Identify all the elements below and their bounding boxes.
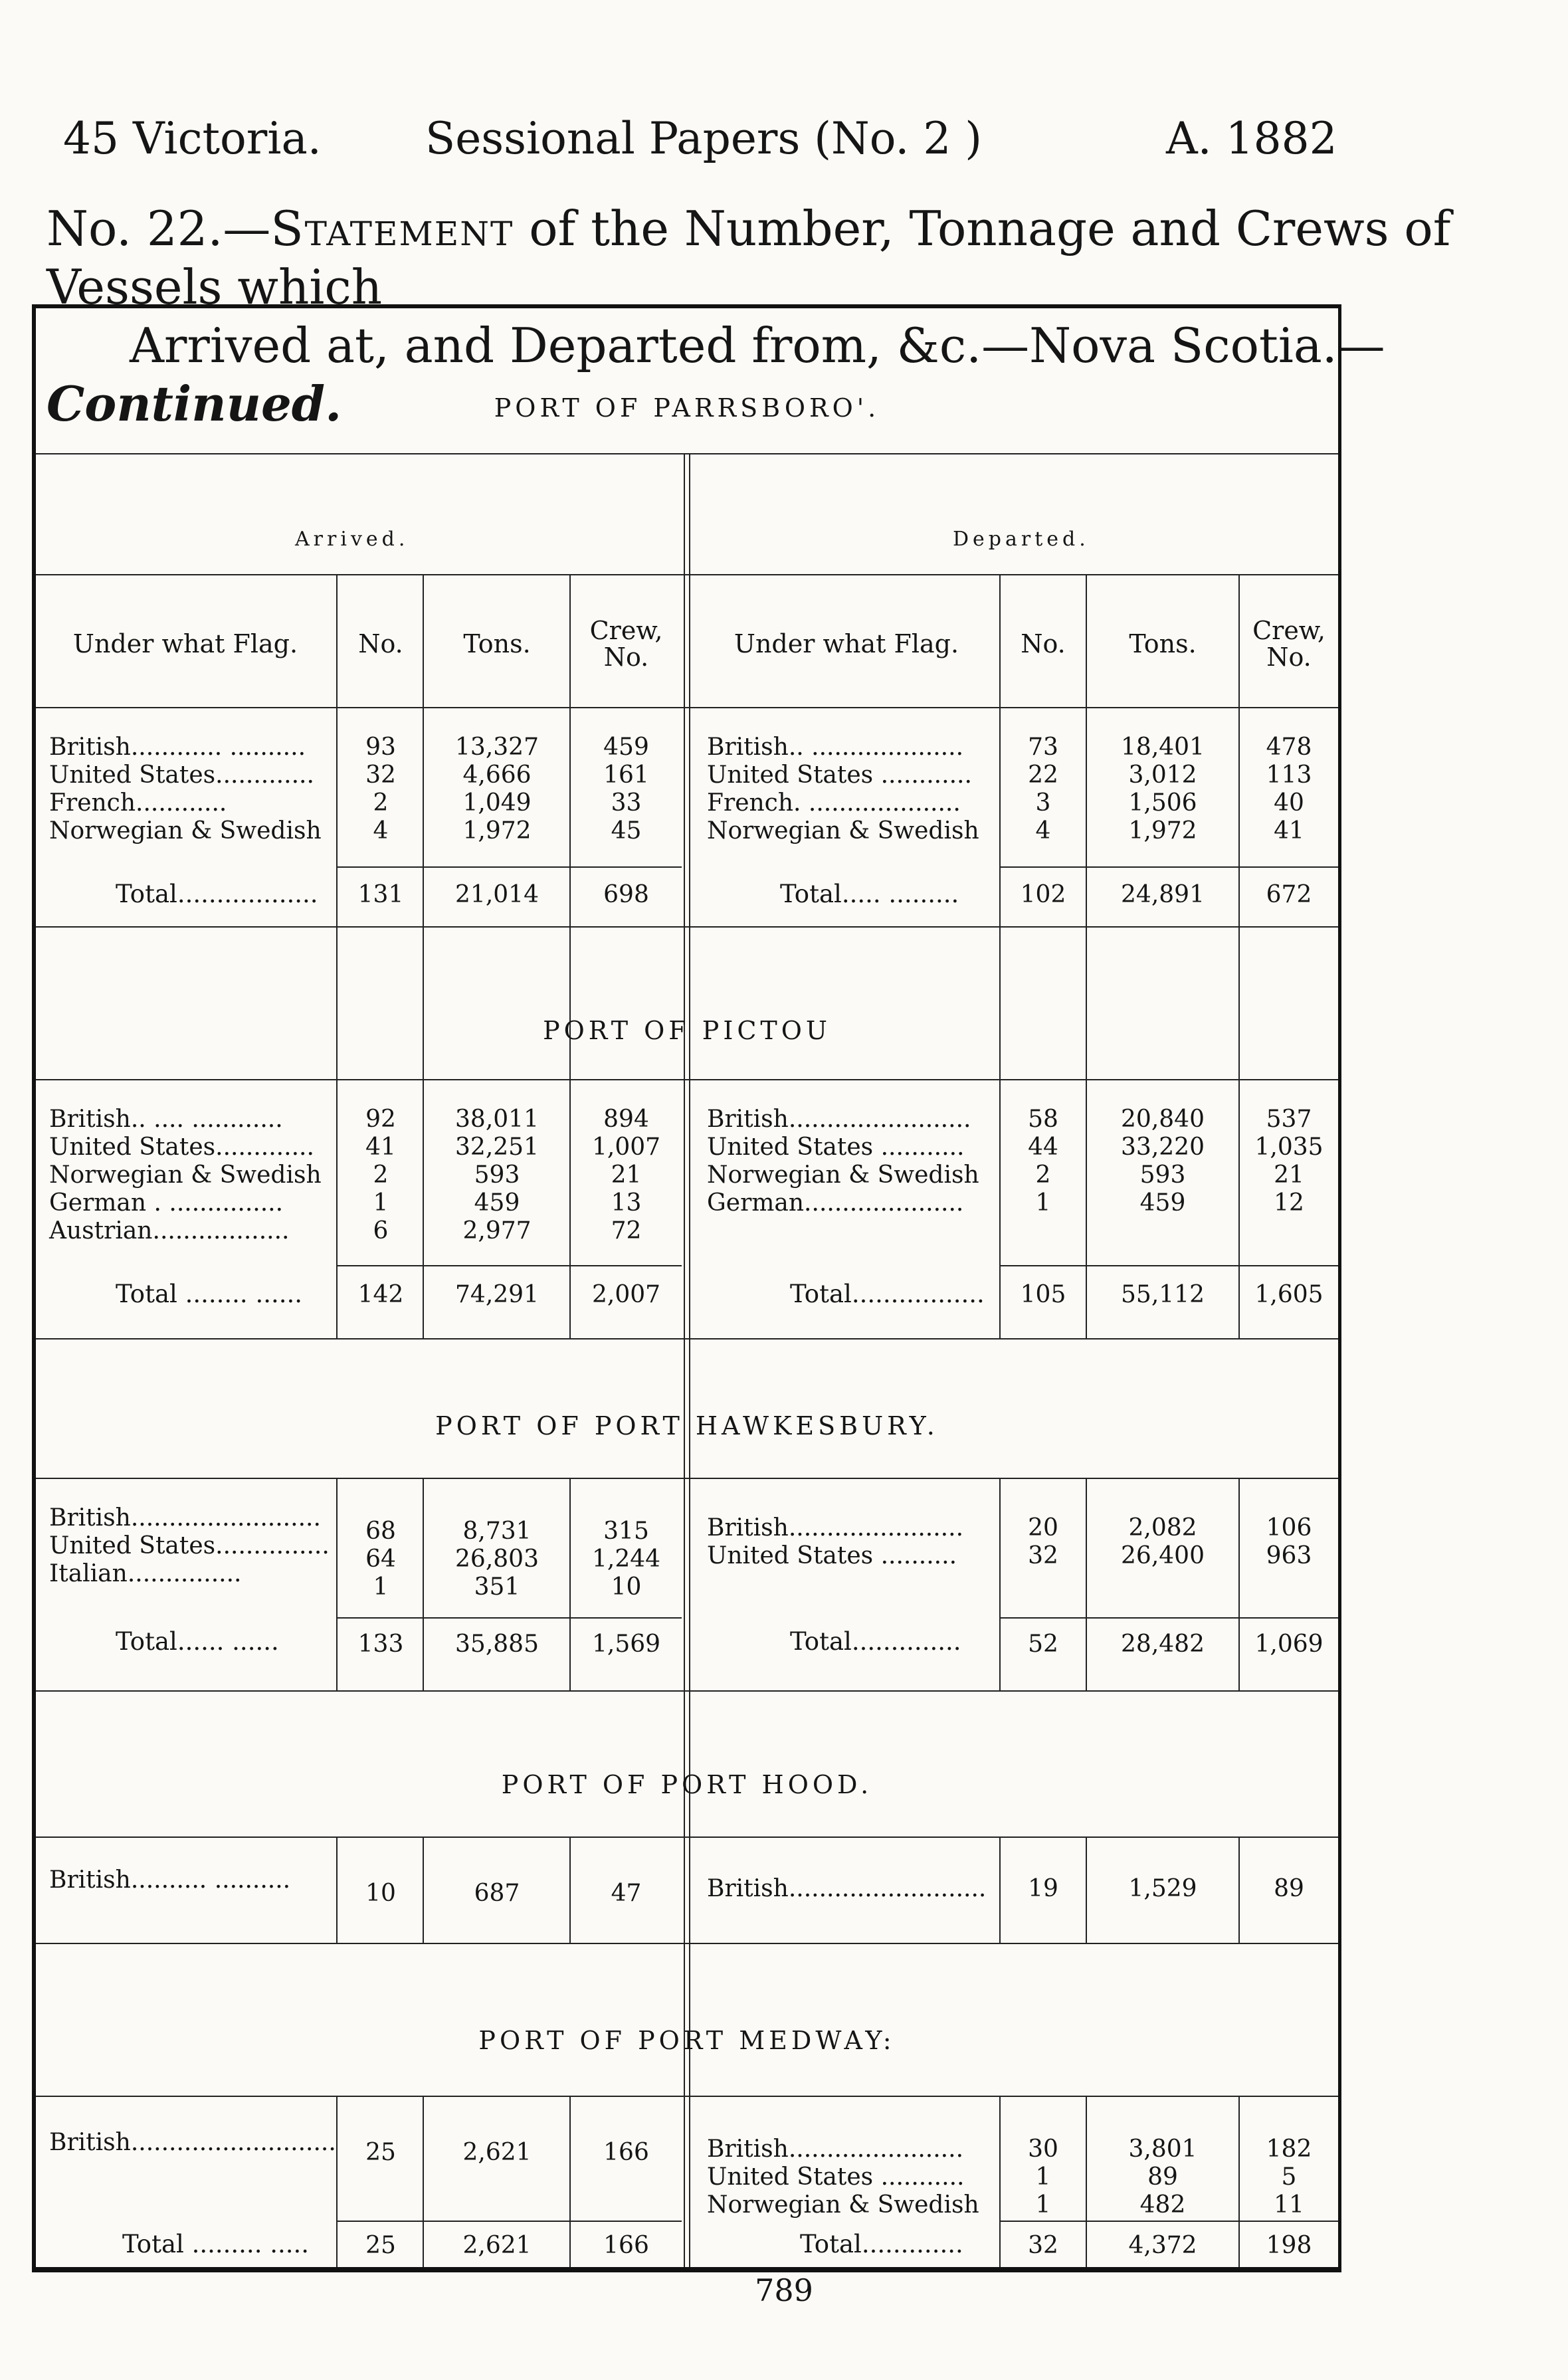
hawkesbury-departed-total-tons: 28,482 bbox=[1121, 1631, 1205, 1658]
arrived-heading: Arrived. bbox=[295, 528, 409, 551]
parrsboro-arrived-flags: British............ .......... United States............. French............ Norwegian & Swedish bbox=[49, 734, 322, 844]
medway-arrived-tons: 2,621 bbox=[462, 2139, 532, 2166]
hawkesbury-departed-crew: 106 963 bbox=[1266, 1514, 1312, 1569]
medway-departed-no: 30 1 1 bbox=[1028, 2135, 1058, 2219]
hawkesbury-departed-flags: British....................... United States .......... bbox=[707, 1514, 964, 1569]
pictou-arrived-no: 92 41 2 1 6 bbox=[365, 1106, 396, 1244]
medway-arrived-flags: British........................... bbox=[49, 2129, 336, 2156]
medway-departed-total-crew: 198 bbox=[1266, 2232, 1312, 2259]
medway-departed-total-tons: 4,372 bbox=[1128, 2232, 1197, 2259]
hawkesbury-departed-total-crew: 1,069 bbox=[1254, 1631, 1323, 1658]
parrsboro-departed-flags: British.. .................... United States ............ French. .................... Norwegian & Swedish bbox=[707, 734, 979, 844]
hood-departed-tons: 1,529 bbox=[1128, 1875, 1197, 1902]
hood-arrived-no: 10 bbox=[365, 1880, 396, 1907]
hood-departed-no: 19 bbox=[1028, 1875, 1058, 1902]
hood-departed-flags: British.......................... bbox=[707, 1875, 987, 1902]
pictou-arrived-crew: 894 1,007 21 13 72 bbox=[591, 1106, 661, 1244]
page-number: 789 bbox=[755, 2272, 813, 2308]
hawkesbury-arrived-no: 68 64 1 bbox=[365, 1518, 396, 1601]
pictou-departed-crew: 537 1,035 21 12 bbox=[1254, 1106, 1323, 1217]
pictou-departed-tons: 20,840 33,220 593 459 bbox=[1121, 1106, 1205, 1217]
parrsboro-departed-tons: 18,401 3,012 1,506 1,972 bbox=[1121, 734, 1205, 844]
col-flag-departed: Under what Flag. bbox=[734, 629, 959, 658]
title-statement: Statement bbox=[270, 201, 514, 256]
pictou-arrived-total-label: Total ........ ...... bbox=[116, 1280, 303, 1308]
pictou-arrived-total-crew: 2,007 bbox=[591, 1281, 661, 1308]
medway-departed-total-label: Total............. bbox=[800, 2230, 963, 2258]
parrsboro-departed-total-crew: 672 bbox=[1266, 881, 1312, 908]
port-name-parrsboro: PORT OF PARRSBORO'. bbox=[494, 393, 880, 423]
pictou-departed-no: 58 44 2 1 bbox=[1028, 1106, 1058, 1217]
pictou-departed-total-label: Total................. bbox=[790, 1280, 985, 1308]
hawkesbury-arrived-total-no: 133 bbox=[357, 1631, 404, 1658]
pictou-departed-total-crew: 1,605 bbox=[1254, 1281, 1323, 1308]
title-rest: of the Number, Tonnage and Crews of Vessels which bbox=[47, 201, 1451, 315]
hawkesbury-departed-total-label: Total.............. bbox=[790, 1627, 961, 1656]
parrsboro-departed-no: 73 22 3 4 bbox=[1028, 734, 1058, 844]
pictou-departed-total-no: 105 bbox=[1020, 1281, 1066, 1308]
pictou-departed-flags: British........................ United States ........... Norwegian & Swedish German..................... bbox=[707, 1106, 979, 1217]
col-no-arrived: No. bbox=[358, 629, 403, 658]
medway-arrived-total-no: 25 bbox=[365, 2232, 396, 2259]
medway-departed-tons: 3,801 89 482 bbox=[1128, 2135, 1197, 2219]
parrsboro-departed-crew: 478 113 40 41 bbox=[1266, 734, 1312, 844]
col-no-departed: No. bbox=[1021, 629, 1066, 658]
table-frame bbox=[32, 304, 1341, 2272]
header-center: Sessional Papers (No. 2 ) bbox=[425, 113, 983, 164]
hood-arrived-tons: 687 bbox=[474, 1880, 520, 1907]
col-flag-arrived: Under what Flag. bbox=[72, 629, 298, 658]
hawkesbury-arrived-flags: British......................... United States............... Italian............... bbox=[49, 1504, 330, 1587]
title-number: No. 22.— bbox=[47, 201, 271, 256]
parrsboro-arrived-tons: 13,327 4,666 1,049 1,972 bbox=[455, 734, 539, 844]
port-name-medway: PORT OF PORT MEDWAY: bbox=[478, 2026, 896, 2055]
hawkesbury-departed-total-no: 52 bbox=[1028, 1631, 1058, 1658]
medway-departed-total-no: 32 bbox=[1028, 2232, 1058, 2259]
medway-departed-flags: British....................... United States ........... Norwegian & Swedish bbox=[707, 2135, 979, 2219]
pictou-arrived-total-no: 142 bbox=[357, 1281, 404, 1308]
header-left: 45 Victoria. bbox=[63, 113, 322, 164]
hawkesbury-arrived-total-tons: 35,885 bbox=[455, 1631, 539, 1658]
header-right: A. 1882 bbox=[1166, 113, 1337, 164]
medway-arrived-no: 25 bbox=[365, 2139, 396, 2166]
hood-arrived-crew: 47 bbox=[611, 1880, 642, 1907]
port-name-pictou: PORT OF PICTOU bbox=[543, 1016, 831, 1045]
hawkesbury-arrived-tons: 8,731 26,803 351 bbox=[455, 1518, 539, 1601]
pictou-arrived-flags: British.. .... ............ United States............. Norwegian & Swedish German . ............... Austrian.................. bbox=[49, 1106, 322, 1244]
medway-arrived-total-label: Total ......... ..... bbox=[122, 2230, 310, 2258]
medway-departed-crew: 182 5 11 bbox=[1266, 2135, 1312, 2219]
hood-arrived-flags: British.......... .......... bbox=[49, 1866, 291, 1894]
parrsboro-arrived-total-tons: 21,014 bbox=[455, 881, 539, 908]
departed-heading: Departed. bbox=[953, 528, 1090, 551]
parrsboro-arrived-crew: 459 161 33 45 bbox=[603, 734, 649, 844]
parrsboro-departed-total-tons: 24,891 bbox=[1121, 881, 1205, 908]
hawkesbury-arrived-total-crew: 1,569 bbox=[591, 1631, 661, 1658]
medway-arrived-crew: 166 bbox=[603, 2139, 649, 2166]
col-crew-departed: Crew, No. bbox=[1252, 616, 1325, 672]
parrsboro-arrived-total-no: 131 bbox=[357, 881, 404, 908]
hawkesbury-arrived-crew: 315 1,244 10 bbox=[591, 1518, 661, 1601]
medway-arrived-total-crew: 166 bbox=[603, 2232, 649, 2259]
parrsboro-departed-total-no: 102 bbox=[1020, 881, 1066, 908]
pictou-arrived-total-tons: 74,291 bbox=[455, 1281, 539, 1308]
hawkesbury-departed-tons: 2,082 26,400 bbox=[1121, 1514, 1205, 1569]
title-continued: Continued. bbox=[47, 375, 342, 432]
parrsboro-arrived-total-label: Total.................. bbox=[116, 880, 318, 908]
medway-arrived-total-tons: 2,621 bbox=[462, 2232, 532, 2259]
pictou-arrived-tons: 38,011 32,251 593 459 2,977 bbox=[455, 1106, 539, 1244]
port-name-hawkesbury: PORT OF PORT HAWKESBURY. bbox=[435, 1411, 939, 1440]
port-name-hood: PORT OF PORT HOOD. bbox=[501, 1770, 873, 1799]
hood-departed-crew: 89 bbox=[1274, 1875, 1304, 1902]
parrsboro-departed-total-label: Total..... ......... bbox=[780, 880, 959, 908]
hawkesbury-arrived-total-label: Total...... ...... bbox=[116, 1627, 279, 1656]
col-tons-arrived: Tons. bbox=[463, 629, 531, 658]
hawkesbury-departed-no: 20 32 bbox=[1028, 1514, 1058, 1569]
parrsboro-arrived-no: 93 32 2 4 bbox=[365, 734, 396, 844]
parrsboro-arrived-total-crew: 698 bbox=[603, 881, 649, 908]
col-tons-departed: Tons. bbox=[1129, 629, 1197, 658]
col-crew-arrived: Crew, No. bbox=[589, 616, 663, 672]
pictou-departed-total-tons: 55,112 bbox=[1121, 1281, 1205, 1308]
title-line2: Arrived at, and Departed from, &c.—Nova Scotia.— bbox=[130, 318, 1385, 373]
